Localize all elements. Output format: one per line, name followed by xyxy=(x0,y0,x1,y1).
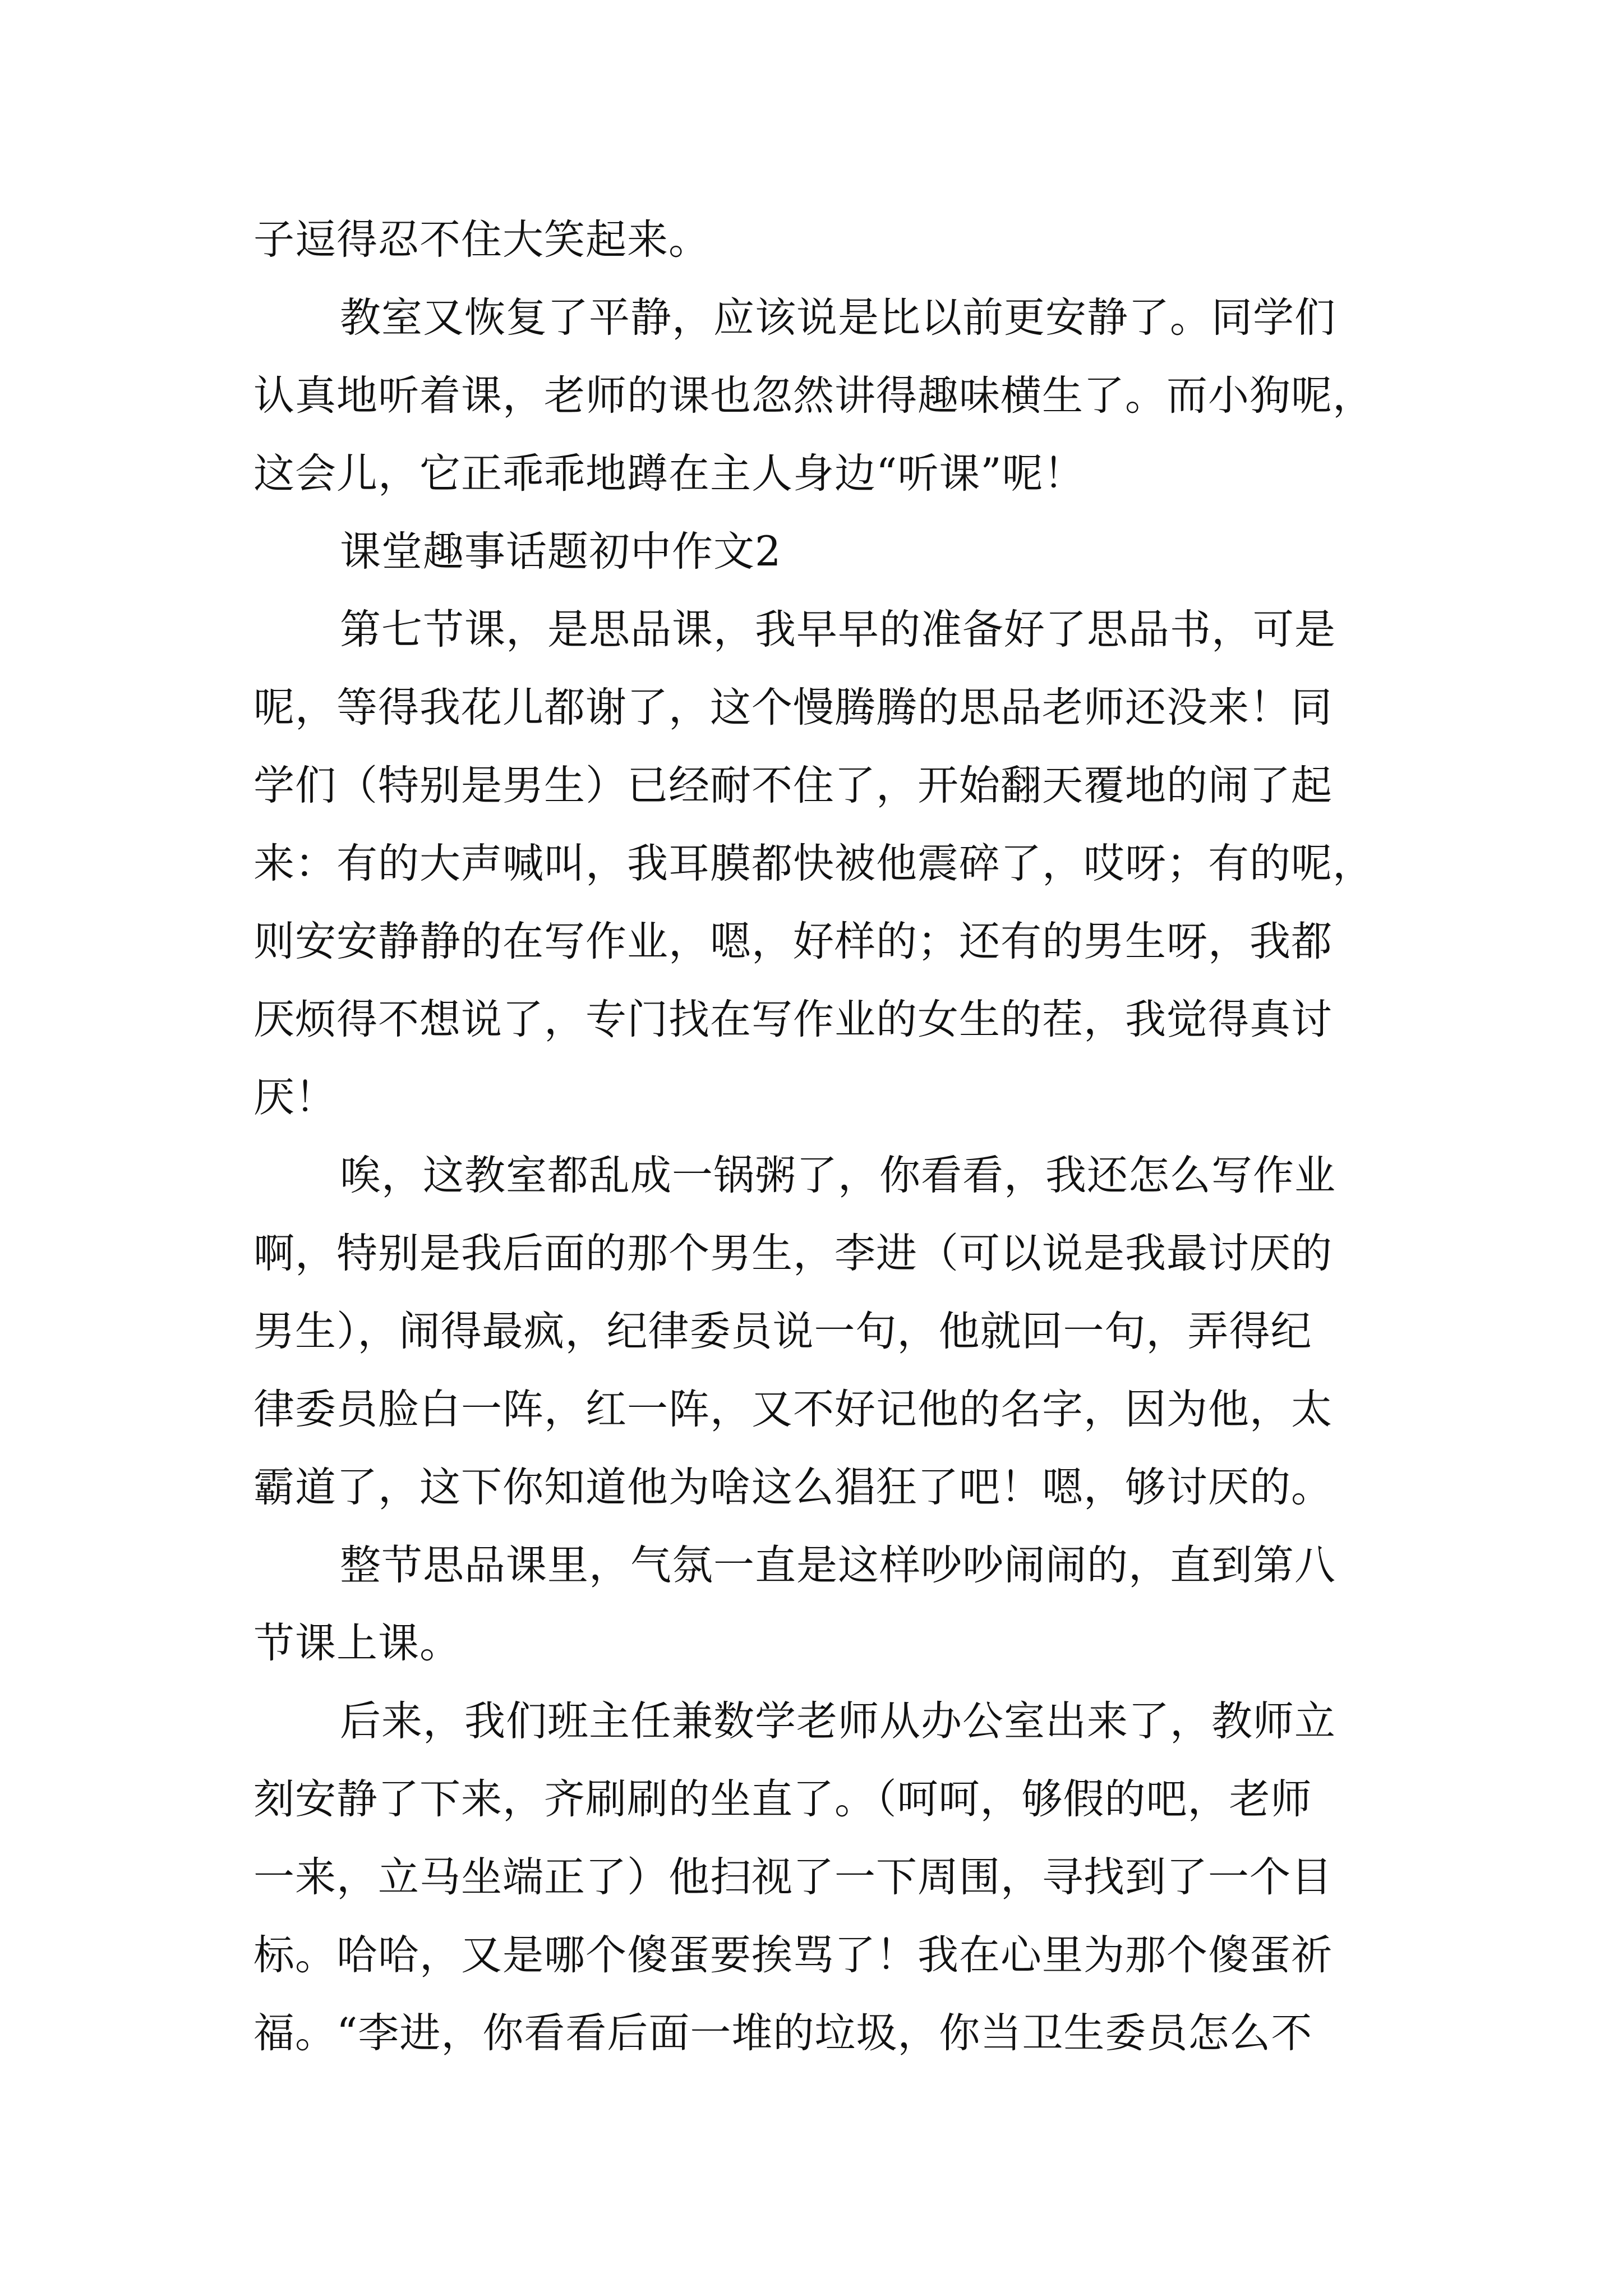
text-line: 标。哈哈，又是哪个傻蛋要挨骂了！我在心里为那个傻蛋祈 xyxy=(253,1931,1332,1979)
text-line: 啊，特别是我后面的那个男生，李进（可以说是我最讨厌的 xyxy=(253,1230,1332,1277)
text-line: 则安安静静的在写作业，嗯，好样的；还有的男生呀，我都 xyxy=(253,918,1332,965)
section-heading: 课堂趣事话题初中作文2 xyxy=(340,528,782,576)
text-line: 认真地听着课，老师的课也忽然讲得趣味横生了。而小狗呢， xyxy=(253,372,1374,420)
text-line: 刻安静了下来，齐刷刷的坐直了。（呵呵，够假的吧，老师 xyxy=(253,1775,1312,1823)
text-line: 厌！ xyxy=(253,1074,336,1121)
text-line: 霸道了，这下你知道他为啥这么猖狂了吧！嗯，够讨厌的。 xyxy=(253,1464,1332,1511)
text-line: 福。“李进，你看看后面一堆的垃圾，你当卫生委员怎么不 xyxy=(253,2009,1313,2057)
text-line: 整节思品课里，气氛一直是这样吵吵闹闹的，直到第八 xyxy=(340,1542,1336,1589)
text-line: 厌烦得不想说了，专门找在写作业的女生的茬，我觉得真讨 xyxy=(253,996,1332,1043)
text-line: 律委员脸白一阵，红一阵，又不好记他的名字，因为他，太 xyxy=(253,1386,1332,1433)
text-line: 这会儿，它正乖乖地蹲在主人身边“听课”呢！ xyxy=(253,450,1085,498)
text-line: 第七节课，是思品课，我早早的准备好了思品书，可是 xyxy=(340,606,1336,654)
text-line: 男生），闹得最疯，纪律委员说一句，他就回一句，弄得纪 xyxy=(253,1308,1312,1355)
text-line: 节课上课。 xyxy=(253,1619,461,1667)
text-line: 学们（特别是男生）已经耐不住了，开始翻天覆地的闹了起 xyxy=(253,762,1332,809)
text-line: 后来，我们班主任兼数学老师从办公室出来了，教师立 xyxy=(340,1697,1336,1745)
text-line: 一来，立马坐端正了）他扫视了一下周围，寻找到了一个目 xyxy=(253,1853,1332,1901)
text-line: 教室又恢复了平静，应该说是比以前更安静了。同学们 xyxy=(340,294,1336,342)
text-line: 子逗得忍不住大笑起来。 xyxy=(253,216,710,264)
text-line: 呢，等得我花儿都谢了，这个慢腾腾的思品老师还没来！同 xyxy=(253,684,1332,731)
text-line: 唉，这教室都乱成一锅粥了，你看看，我还怎么写作业 xyxy=(340,1152,1336,1199)
text-line: 来：有的大声喊叫，我耳膜都快被他震碎了，哎呀；有的呢， xyxy=(253,840,1374,887)
